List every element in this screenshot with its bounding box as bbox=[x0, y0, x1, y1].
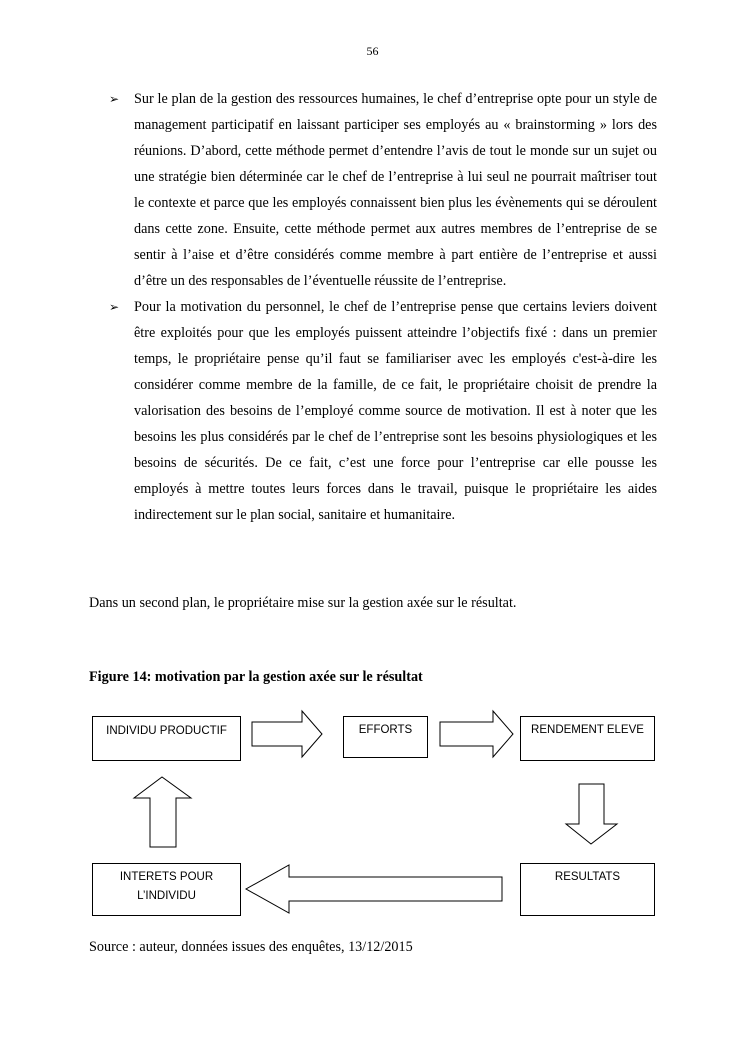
box-rendement-eleve bbox=[520, 716, 655, 761]
box-label-line2: L’INDIVIDU bbox=[137, 890, 196, 902]
box-individu-productif bbox=[92, 716, 241, 761]
box-label: RESULTATS bbox=[554, 871, 621, 883]
box-interets-individu bbox=[92, 863, 241, 916]
box-label: RENDEMENT ELEVE bbox=[531, 724, 644, 736]
figure-caption: Figure 14: motivation par la gestion axée sur le résultat bbox=[89, 669, 423, 685]
arrow-right-icon bbox=[440, 711, 513, 757]
page-number: 56 bbox=[366, 44, 379, 58]
paragraph: Dans un second plan, le propriétaire mise sur la gestion axée sur le résultat. bbox=[89, 595, 517, 611]
bullet-text: Sur le plan de la gestion des ressources humaines, le chef d’entreprise opte pour un style de management participatif en laissant participer ses employés au « brainstorming » lors des réunions. D’abord, cette méthode permet d’entendre l’avis de tout le monde sur un sujet ou une stratégie bien déterminée car le chef de l’entreprise à lui seul ne pourrait maîtriser tout le contexte et parce que les employés connaissent bien plus les évènements qui se déroulent dans cette zone. Ensuite, cette méthode permet aux autres membres de l’entreprise de se sentir à l’aise et d’être considérés comme membre à part entière de l’entreprise et aussi d’être un des responsables de l’éventuelle réussite de l’entreprise. bbox=[134, 91, 657, 289]
box-label: INDIVIDU PRODUCTIF bbox=[106, 725, 227, 737]
arrow-up-icon bbox=[134, 777, 191, 847]
box-resultats bbox=[520, 863, 655, 916]
box-efforts bbox=[343, 716, 428, 758]
arrow-bullet-icon: ➢ bbox=[109, 92, 120, 106]
arrow-left-icon bbox=[246, 865, 502, 913]
source-note: Source : auteur, données issues des enquêtes, 13/12/2015 bbox=[89, 939, 413, 955]
arrow-bullet-icon: ➢ bbox=[109, 300, 120, 314]
box-label-line1: INTERETS POUR bbox=[119, 871, 214, 883]
box-label: EFFORTS bbox=[358, 724, 413, 736]
bullet-text: Pour la motivation du personnel, le chef de l’entreprise pense que certains leviers doivent être exploités pour que les employés puissent atteindre l’objectifs fixé : dans un premier temps, le propriétaire pense qu’il faut se familiariser avec les employés c'est-à-dire les considérer comme membre de la famille, de ce fait, le propriétaire choisit de prendre la valorisation des besoins de l’employé comme source de motivation. Il est à noter que les besoins les plus considérés par le chef de l’entreprise sont les besoins physiologiques et les besoins de sécurités. De ce fait, c’est une force pour l’entreprise car elle pousse les employés à mettre toutes leurs forces dans le travail, puisque le propriétaire les aides indirectement sur le plan social, sanitaire et humanitaire. bbox=[134, 299, 657, 523]
arrow-right-icon bbox=[252, 711, 322, 757]
arrow-down-icon bbox=[566, 784, 617, 844]
